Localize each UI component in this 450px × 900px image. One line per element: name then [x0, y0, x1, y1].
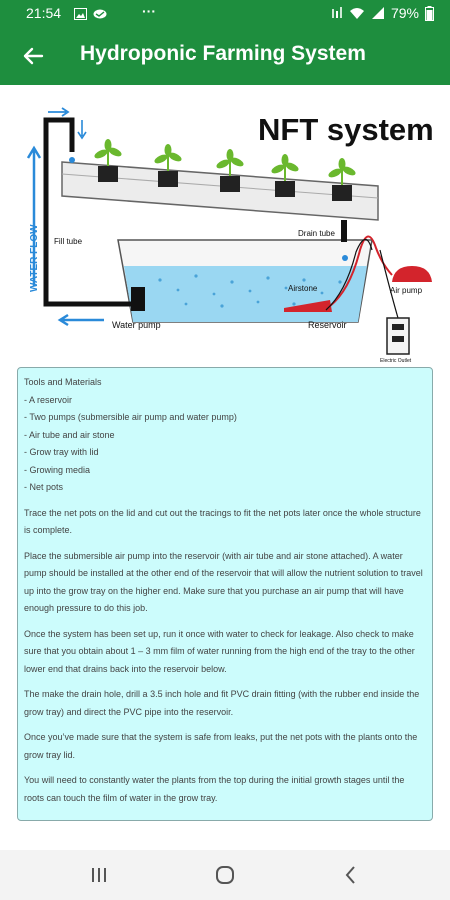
instruction-paragraph: Once the system has been set up, run it once with water to check for leakage. Also check to make sure that you obtain about 1 – 3 mm film of water running from the high end of the tray to the other lower end that drains back into the reservoir below. [24, 628, 415, 674]
instruction-paragraph: You will need to constantly water the plants from the top during the initial growth stages until the roots can touch the film of water in the grow tray. [24, 775, 405, 803]
list-item: - A reservoir [24, 394, 73, 405]
list-item: - Growing media [24, 464, 91, 475]
more-notifications: ··· [142, 3, 156, 19]
label-drain-tube: Drain tube [298, 229, 335, 238]
water-flow-arrow-top [48, 108, 68, 116]
drain-drop [342, 255, 348, 261]
reservoir-water [124, 266, 367, 322]
label-airstone: Airstone [288, 284, 318, 293]
label-air-pump: Air pump [390, 286, 423, 295]
image-icon [74, 8, 87, 20]
water-pump [131, 287, 145, 311]
materials-heading: Tools and Materials [24, 377, 102, 387]
instruction-paragraph: Trace the net pots on the lid and cut out the tracings to fit the net pots later once the whole structure is complete. [24, 507, 421, 535]
fill-drop [69, 157, 75, 163]
battery-percent: 79% [390, 5, 419, 21]
cloud-icon [93, 8, 107, 19]
materials-list [24, 392, 426, 497]
instruction-paragraph: The make the drain hole, drill a 3.5 inch hole and fit PVC drain fitting (with the rubber end inside the grow tray) and direct the PVC pipe into the reservoir. [24, 689, 420, 717]
battery-icon [425, 6, 434, 21]
water-flow-arrow-down [78, 120, 86, 138]
page-title: Hydroponic Farming System [80, 42, 366, 65]
drain-tube [341, 220, 347, 242]
back-icon[interactable] [338, 862, 364, 888]
instruction-paragraph: Once you’ve made sure that the system is safe from leaks, put the net pots with the plants onto the grow tray lid. [24, 732, 418, 760]
list-item: - Grow tray with lid [24, 447, 99, 457]
alarm-icon [331, 6, 343, 20]
status-bar [0, 0, 450, 28]
list-item: - Two pumps (submersible air pump and water pump) [24, 412, 237, 422]
label-fill-tube: Fill tube [54, 237, 83, 246]
system-nav-bar [0, 850, 450, 900]
status-time: 21:54 [26, 5, 62, 21]
notification-icons [74, 6, 107, 20]
outlet-socket-top [392, 324, 404, 330]
arrow-left-icon[interactable] [18, 41, 48, 71]
label-reservoir: Reservoir [308, 320, 347, 330]
label-electric-outlet: Electric Outlet [380, 358, 412, 364]
outlet-socket-bottom [392, 336, 404, 342]
list-item: - Air tube and air stone [24, 429, 115, 440]
signal-icon [371, 6, 385, 20]
air-pump [392, 266, 432, 282]
system-icons [331, 5, 434, 21]
nft-system-diagram [0, 90, 450, 365]
wifi-icon [349, 6, 365, 20]
outlet-cord [380, 250, 398, 318]
label-water-flow: WATER FLOW [29, 224, 40, 292]
instructions-panel [17, 367, 433, 821]
app-bar [0, 28, 450, 85]
home-icon[interactable] [212, 862, 238, 888]
water-flow-arrow-left [60, 315, 104, 325]
label-water-pump: Water pump [112, 320, 161, 330]
diagram-title: NFT system [258, 112, 434, 147]
list-item: - Net pots [24, 482, 64, 492]
recent-apps-icon[interactable] [86, 862, 112, 888]
instruction-paragraph: Place the submersible air pump into the reservoir (with air tube and air stone attached). A water pump should be installed at the other end of the reservoir that will allow the nutrient solution to travel up into the grow tray on the higher end. Make sure that you purchase an air pump that will have enough pressure to do this job. [24, 550, 423, 613]
